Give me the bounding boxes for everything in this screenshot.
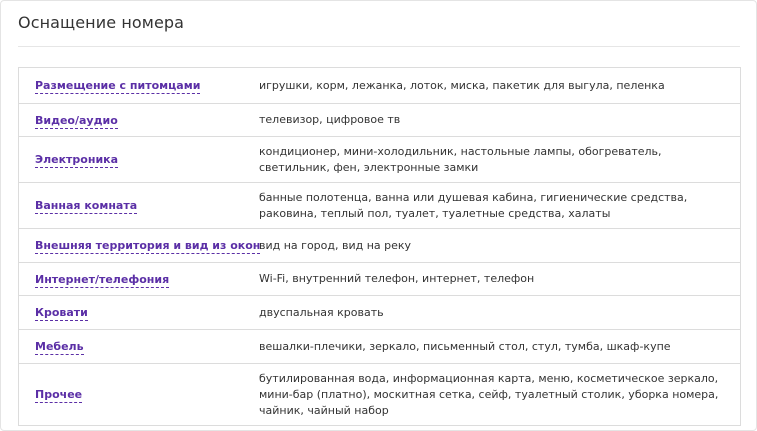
category-link-internet-phone[interactable]: Интернет/телефония: [35, 272, 170, 286]
table-row: [19, 183, 741, 229]
amenity-values: вид на город, вид на реку: [259, 229, 741, 263]
category-cell: [19, 183, 260, 229]
amenity-values: бутилированная вода, информационная карта, меню, косметическое зеркало, мини-бар (платно), москитная сетка, сейф, туалетный столик, уборка номера, чайник, чайный набор: [259, 371, 719, 417]
amenity-values: кондиционер, мини-холодильник, настольные лампы, обогреватель, светильник, фен, электронные замки: [259, 137, 741, 183]
category-cell: [19, 364, 260, 426]
category-cell: [19, 68, 260, 104]
amenities-table: [18, 67, 741, 426]
category-link-pets[interactable]: Размещение с питомцами: [35, 79, 201, 92]
table-row: [19, 137, 741, 183]
amenity-values: Wi-Fi, внутренний телефон, интернет, телефон: [259, 263, 741, 296]
section-title: Оснащение номера: [18, 13, 185, 32]
category-link-beds[interactable]: Кровати: [35, 306, 88, 319]
title-divider: [18, 46, 740, 47]
category-link-furniture[interactable]: Мебель: [35, 340, 84, 353]
category-cell: [19, 330, 260, 364]
category-cell: [19, 263, 260, 296]
amenity-values: двуспальная кровать: [259, 296, 741, 330]
category-link-video-audio[interactable]: Видео/аудио: [35, 113, 118, 127]
table-row: [19, 68, 741, 104]
amenity-values: телевизор, цифровое тв: [259, 104, 741, 137]
category-link-electronics[interactable]: Электроника: [35, 153, 119, 166]
table-row: [19, 104, 741, 137]
amenity-values: игрушки, корм, лежанка, лоток, миска, пакетик для выгула, пеленка: [259, 68, 741, 104]
category-cell: [19, 137, 260, 183]
amenity-values: вешалки-плечики, зеркало, письменный стол, стул, тумба, шкаф-купе: [259, 330, 741, 364]
category-cell: [19, 229, 260, 263]
table-row: [19, 330, 741, 364]
table-row: [19, 364, 741, 426]
table-row: [19, 229, 741, 263]
category-cell: [19, 104, 260, 137]
amenity-values: банные полотенца, ванна или душевая кабина, гигиенические средства, раковина, теплый пол, туалет, туалетные средства, халаты: [259, 183, 741, 229]
table-row: [19, 296, 741, 330]
category-link-bathroom[interactable]: Ванная комната: [35, 199, 138, 212]
category-cell: [19, 296, 260, 330]
table-row: [19, 263, 741, 296]
category-link-other[interactable]: Прочее: [35, 388, 83, 401]
category-link-outdoor-view[interactable]: Внешняя территория и вид из окон: [35, 239, 261, 252]
